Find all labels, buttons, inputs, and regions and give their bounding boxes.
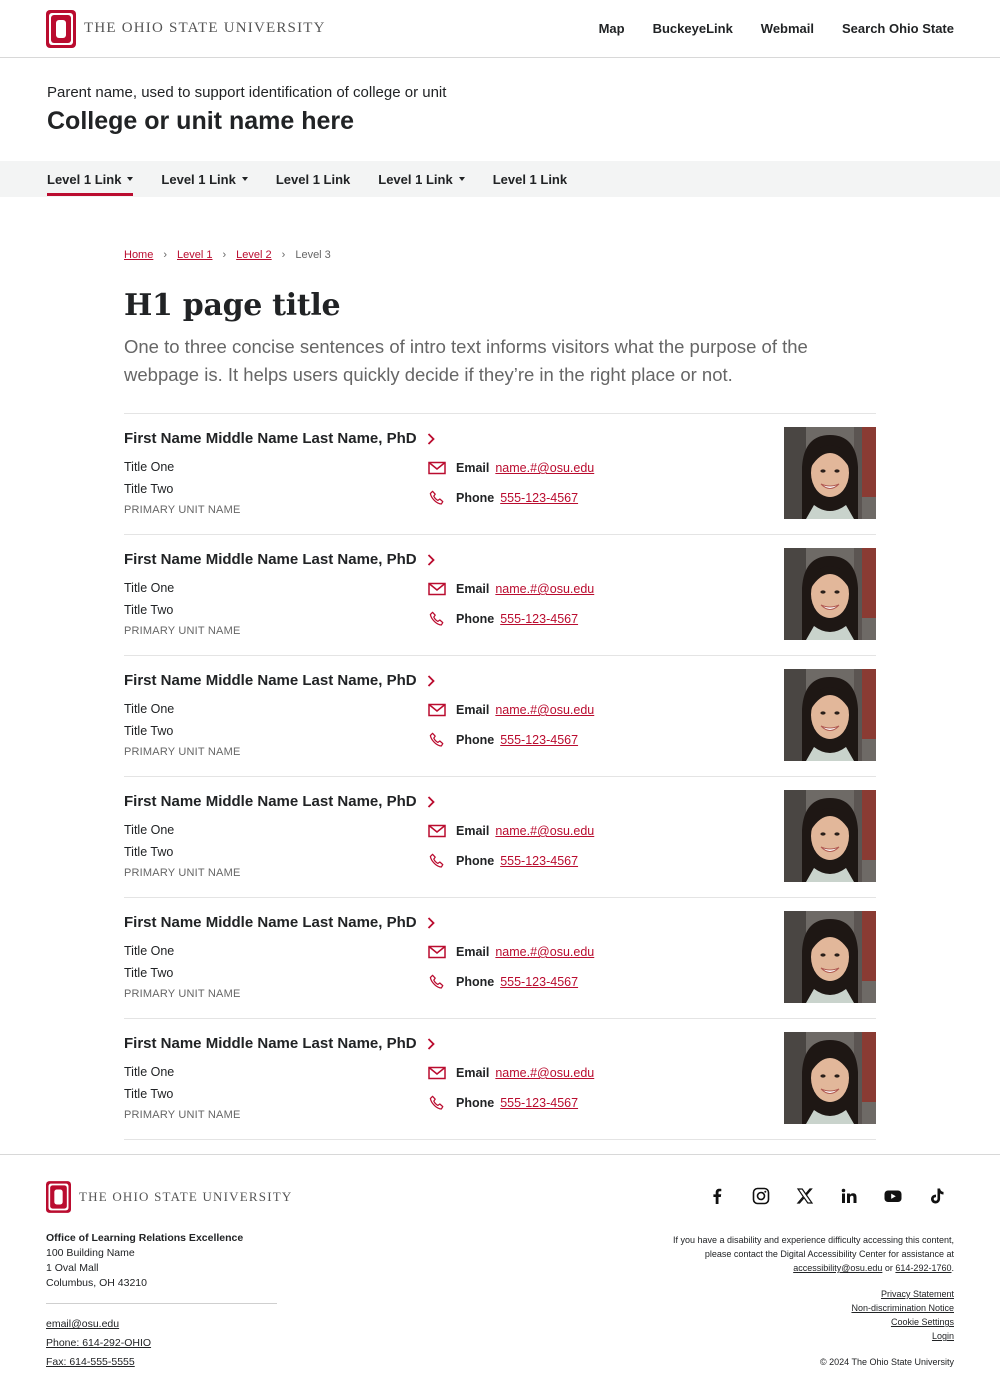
level1-link-label: Level 1 Link — [161, 171, 236, 187]
person-unit: PRIMARY UNIT NAME — [124, 504, 241, 516]
level-1-nav — [0, 161, 1000, 197]
accessibility-text: If you have a disability and experience difficulty accessing this content, — [673, 1235, 954, 1245]
accessibility-or: or — [884, 1263, 893, 1273]
portrait-image — [784, 911, 876, 1003]
person-card — [124, 898, 876, 1019]
phone-icon — [428, 1095, 446, 1111]
person-name-link[interactable] — [124, 1035, 435, 1052]
phone-row — [428, 1095, 578, 1111]
person-name: First Name Middle Name Last Name, PhD — [124, 793, 417, 810]
accessibility-contact — [634, 1261, 954, 1275]
site-title-block — [0, 58, 1000, 161]
intro-text: One to three concise sentences of intro text informs visitors what the purpose of the webpage is. It helps users quickly decide if they’re in the right place or not. — [124, 336, 808, 385]
osu-logo[interactable] — [46, 10, 326, 48]
person-name: First Name Middle Name Last Name, PhD — [124, 1035, 417, 1052]
address-line: 100 Building Name — [46, 1247, 135, 1259]
x-icon[interactable] — [796, 1187, 814, 1205]
privacy-statement-link[interactable]: Privacy Statement — [880, 1289, 954, 1299]
level1-link-label: Level 1 Link — [275, 171, 351, 187]
phone-icon — [428, 853, 446, 869]
phone-label: Phone — [456, 854, 495, 868]
email-row — [428, 1065, 594, 1081]
breadcrumb-current: Level 3 — [295, 249, 331, 261]
email-label: Email — [456, 824, 490, 838]
site-footer — [0, 1154, 1000, 1377]
envelope-icon — [428, 702, 446, 718]
person-name-link[interactable] — [124, 914, 435, 931]
person-title-two: Title Two — [124, 1087, 174, 1101]
block-o-icon — [46, 10, 76, 48]
university-wordmark: THE OHIO STATE UNIVERSITY — [84, 20, 326, 36]
breadcrumb-level-2[interactable]: Level 2 — [236, 249, 272, 261]
chevron-right-icon — [427, 554, 435, 566]
person-title-two: Title Two — [124, 845, 174, 859]
global-nav — [599, 21, 954, 36]
email-link[interactable]: name.#@osu.edu — [495, 582, 595, 596]
person-photo — [784, 1032, 876, 1124]
instagram-icon[interactable] — [752, 1187, 770, 1205]
email-row — [428, 944, 594, 960]
level1-link-2[interactable] — [161, 161, 247, 197]
email-link[interactable]: name.#@osu.edu — [495, 461, 595, 475]
facebook-icon[interactable] — [708, 1187, 726, 1205]
level1-link-3[interactable] — [276, 161, 350, 197]
nav-webmail[interactable]: Webmail — [760, 21, 815, 36]
person-name-link[interactable] — [124, 672, 435, 689]
accessibility-text: please contact the Digital Accessibility Center for assistance at — [704, 1249, 954, 1259]
email-link[interactable]: name.#@osu.edu — [495, 1066, 595, 1080]
person-name: First Name Middle Name Last Name, PhD — [124, 672, 417, 689]
phone-label: Phone — [456, 491, 495, 505]
footer-email-link[interactable]: email@osu.edu — [46, 1318, 120, 1330]
parent-name: Parent name, used to support identification of college or unit — [47, 84, 447, 101]
phone-label: Phone — [456, 975, 495, 989]
level1-link-label: Level 1 Link — [378, 171, 453, 187]
period: . — [951, 1263, 954, 1273]
phone-link[interactable]: 555-123-4567 — [500, 733, 579, 747]
portrait-image — [784, 427, 876, 519]
person-name-link[interactable] — [124, 551, 435, 568]
person-unit: PRIMARY UNIT NAME — [124, 625, 241, 637]
email-row — [428, 823, 594, 839]
chevron-right-icon — [427, 675, 435, 687]
email-link[interactable]: name.#@osu.edu — [495, 945, 595, 959]
portrait-image — [784, 548, 876, 640]
chevron-right-icon — [427, 917, 435, 929]
person-unit: PRIMARY UNIT NAME — [124, 1109, 241, 1121]
social-links — [708, 1187, 946, 1205]
person-title-one: Title One — [124, 702, 175, 716]
level1-link-5[interactable] — [493, 161, 567, 197]
email-label: Email — [456, 582, 490, 596]
non-discrimination-link[interactable]: Non-discrimination Notice — [851, 1303, 954, 1313]
envelope-icon — [428, 1065, 446, 1081]
email-row — [428, 460, 594, 476]
email-row — [428, 702, 594, 718]
phone-label: Phone — [456, 733, 495, 747]
caret-down-icon — [127, 177, 133, 181]
phone-row — [428, 611, 578, 627]
portrait-image — [784, 1032, 876, 1124]
person-title-one: Title One — [124, 1065, 175, 1079]
phone-link[interactable]: 555-123-4567 — [500, 491, 579, 505]
phone-label: Phone — [456, 1096, 495, 1110]
envelope-icon — [428, 823, 446, 839]
phone-icon — [428, 732, 446, 748]
chevron-right-icon — [427, 1038, 435, 1050]
chevron-right-icon: › — [222, 249, 227, 261]
phone-link[interactable]: 555-123-4567 — [500, 1096, 579, 1110]
person-unit: PRIMARY UNIT NAME — [124, 746, 241, 758]
level1-link-label: Level 1 Link — [492, 171, 568, 187]
nav-buckeyelink[interactable]: BuckeyeLink — [652, 21, 733, 36]
footer-legal-block — [634, 1233, 954, 1369]
envelope-icon — [428, 581, 446, 597]
breadcrumb-home[interactable]: Home — [124, 249, 154, 261]
person-title-two: Title Two — [124, 966, 174, 980]
caret-down-icon — [459, 177, 465, 181]
phone-row — [428, 974, 578, 990]
person-title-one: Title One — [124, 944, 175, 958]
phone-link[interactable]: 555-123-4567 — [500, 975, 579, 989]
phone-link[interactable]: 555-123-4567 — [500, 612, 579, 626]
person-title-two: Title Two — [124, 482, 174, 496]
person-photo — [784, 548, 876, 640]
main-content — [0, 197, 1000, 1140]
person-photo — [784, 427, 876, 519]
email-label: Email — [456, 703, 490, 717]
person-card — [124, 777, 876, 898]
copyright: © 2024 The Ohio State University — [819, 1357, 954, 1367]
chevron-right-icon: › — [163, 249, 168, 261]
accessibility-email-link[interactable]: accessibility@osu.edu — [793, 1263, 883, 1273]
email-row — [428, 581, 594, 597]
caret-down-icon — [242, 177, 248, 181]
portrait-image — [784, 669, 876, 761]
nav-search[interactable]: Search Ohio State — [842, 21, 954, 36]
person-photo — [784, 911, 876, 1003]
page-title: H1 page title — [124, 288, 341, 323]
global-header — [0, 0, 1000, 58]
phone-icon — [428, 490, 446, 506]
nav-map[interactable]: Map — [598, 21, 625, 36]
email-label: Email — [456, 945, 490, 959]
footer-divider — [46, 1303, 277, 1304]
people-list — [124, 413, 876, 1140]
person-photo — [784, 790, 876, 882]
footer-fax-link[interactable]: Fax: 614-555-5555 — [46, 1356, 135, 1368]
person-card — [124, 1019, 876, 1140]
level1-link-1[interactable] — [47, 161, 133, 197]
chevron-right-icon — [427, 433, 435, 445]
person-name: First Name Middle Name Last Name, PhD — [124, 551, 417, 568]
person-title-one: Title One — [124, 823, 175, 837]
phone-link[interactable]: 555-123-4567 — [500, 854, 579, 868]
phone-row — [428, 853, 578, 869]
phone-icon — [428, 974, 446, 990]
chevron-right-icon — [427, 796, 435, 808]
accessibility-phone-link[interactable]: 614-292-1760 — [895, 1263, 952, 1273]
level1-link-4[interactable] — [378, 161, 464, 197]
person-name-link[interactable] — [124, 430, 435, 447]
person-title-one: Title One — [124, 581, 175, 595]
person-name: First Name Middle Name Last Name, PhD — [124, 914, 417, 931]
chevron-right-icon: › — [281, 249, 286, 261]
login-link[interactable]: Login — [931, 1331, 954, 1341]
footer-org-name: Office of Learning Relations Excellence — [46, 1232, 244, 1244]
legal-links — [634, 1287, 954, 1343]
phone-row — [428, 732, 578, 748]
email-link[interactable]: name.#@osu.edu — [495, 824, 595, 838]
person-name: First Name Middle Name Last Name, PhD — [124, 430, 417, 447]
address-line: 1 Oval Mall — [46, 1262, 99, 1274]
person-name-link[interactable] — [124, 793, 435, 810]
level1-link-label: Level 1 Link — [47, 171, 122, 187]
person-unit: PRIMARY UNIT NAME — [124, 867, 241, 879]
address-line: Columbus, OH 43210 — [46, 1277, 147, 1289]
person-card — [124, 656, 876, 777]
portrait-image — [784, 790, 876, 882]
person-card — [124, 535, 876, 656]
phone-label: Phone — [456, 612, 495, 626]
person-card — [124, 414, 876, 535]
person-photo — [784, 669, 876, 761]
email-link[interactable]: name.#@osu.edu — [495, 703, 595, 717]
email-label: Email — [456, 1066, 490, 1080]
person-unit: PRIMARY UNIT NAME — [124, 988, 241, 1000]
phone-icon — [428, 611, 446, 627]
unit-name[interactable]: College or unit name here — [47, 107, 355, 135]
email-label: Email — [456, 461, 490, 475]
linkedin-icon[interactable] — [840, 1187, 858, 1205]
cookie-settings-link[interactable]: Cookie Settings — [890, 1317, 954, 1327]
envelope-icon — [428, 944, 446, 960]
footer-phone-link[interactable]: Phone: 614-292-OHIO — [46, 1337, 152, 1349]
breadcrumb — [124, 249, 876, 261]
person-title-two: Title Two — [124, 603, 174, 617]
envelope-icon — [428, 460, 446, 476]
phone-row — [428, 490, 578, 506]
tiktok-icon[interactable] — [928, 1187, 946, 1205]
university-wordmark: THE OHIO STATE UNIVERSITY — [79, 1189, 293, 1204]
youtube-icon[interactable] — [884, 1187, 902, 1205]
breadcrumb-level-1[interactable]: Level 1 — [177, 249, 213, 261]
block-o-icon — [46, 1181, 71, 1213]
person-title-one: Title One — [124, 460, 175, 474]
person-title-two: Title Two — [124, 724, 174, 738]
